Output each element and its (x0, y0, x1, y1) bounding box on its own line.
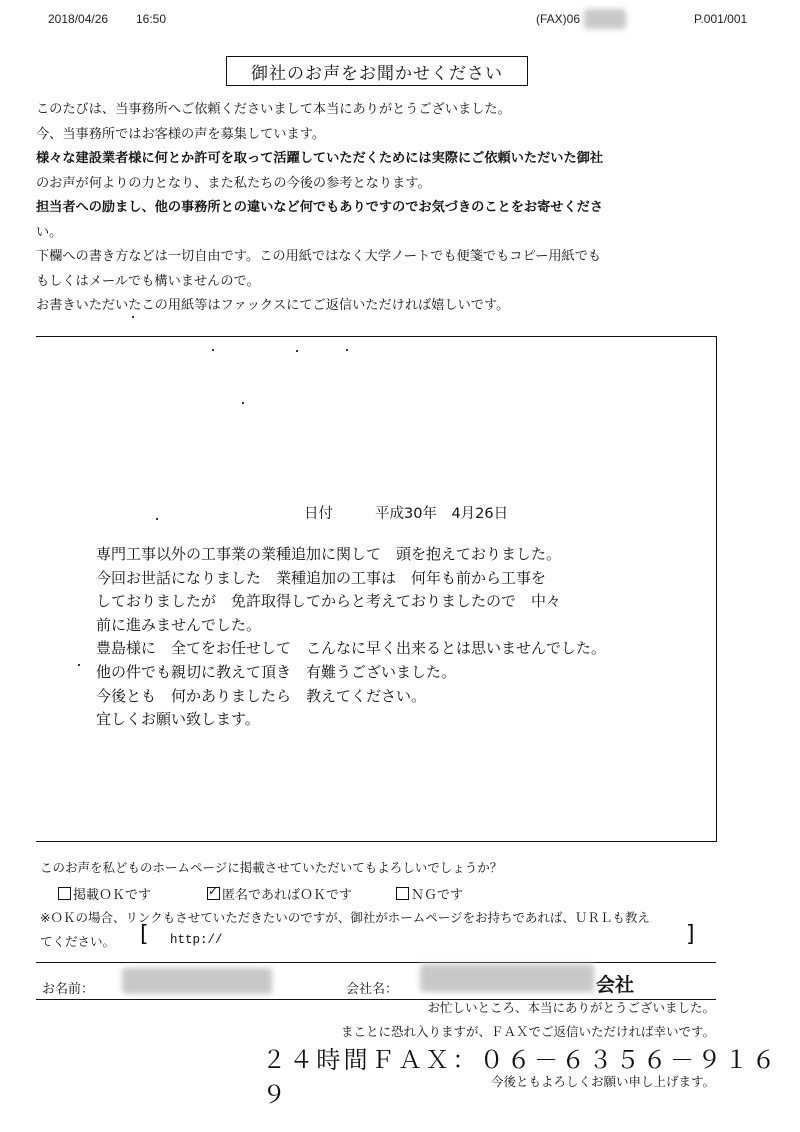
scan-speck (156, 518, 158, 520)
message-line: 他の件でも親切に教えて頂き 有難うございました。 (96, 662, 457, 681)
intro-text (36, 98, 603, 319)
customer-message (96, 543, 606, 732)
name-label: お名前： (42, 982, 95, 997)
intro-line: のお声が何よりの力となり、また私たちの今後の参考となります。 (36, 175, 431, 191)
footer-thanks: お忙しいところ、本当にありがとうございました。 (427, 1000, 715, 1015)
message-line: しておりましたが 免許取得してからと考えておりましたので 中々 (96, 592, 562, 611)
message-line: 今回お世話になりました 業種追加の工事は 何年も前から工事を (96, 568, 547, 587)
checkbox[interactable] (58, 887, 71, 900)
scan-speck (212, 349, 214, 351)
scan-speck (296, 350, 298, 352)
checked-checkbox[interactable] (207, 887, 220, 900)
page-number: P.001/001 (694, 12, 748, 26)
date-value: 平成30年 4月26日 (375, 506, 509, 522)
message-line: 豊島様に 全てをお任せして こんなに早く出来るとは思いませんでした。 (96, 639, 607, 658)
footer-closing: 今後ともよろしくお願い申し上げます。 (490, 1074, 715, 1089)
intro-line: 今、当事務所ではお客様の声を募集しています。 (36, 126, 326, 142)
message-line: 今後とも 何かありましたら 教えてください。 (96, 686, 427, 705)
url-field[interactable]: http:// (170, 933, 223, 947)
consent-option-label: ＮＧです (411, 888, 464, 903)
consent-question: このお声を私どものホームページに掲載させていただいてもよろしいでしょうか？ (40, 860, 503, 875)
form-title: 御社のお声をお聞かせください (251, 63, 503, 84)
company-label: 会社名： (346, 982, 399, 997)
intro-line: お書きいただいたこの用紙等はファックスにてご返信いただければ嬉しいです。 (36, 298, 510, 313)
redacted-company-name (420, 964, 594, 992)
form-title-box (226, 56, 528, 86)
scan-speck (78, 664, 80, 666)
scan-speck (346, 349, 348, 351)
consent-option-label: 掲載ＯＫです (73, 888, 152, 903)
redacted-fax-number (584, 9, 626, 29)
scan-speck (242, 402, 244, 404)
url-note-line1: ※ＯＫの場合、リンクもさせていただきたいのですが、御社がホームページをお持ちであれば、ＵＲＬも教え (40, 910, 650, 925)
fax-number-prefix: (FAX)06 (536, 12, 581, 26)
intro-line: 様々な建設業者様に何とか許可を取って活躍していただくためには実際にご依頼いただいた御社 (36, 151, 604, 166)
scan-speck (132, 316, 134, 318)
url-bracket-open: [ (140, 922, 149, 947)
message-line: 宜しくお願い致します。 (96, 710, 260, 729)
checkbox[interactable] (396, 887, 409, 900)
intro-line: 下欄への書き方などは一切自由です。この用紙ではなく大学ノートでも便箋でもコピー用紙でも (36, 249, 602, 264)
date-label: 日付 (304, 506, 333, 522)
url-note-line2: てください。 (40, 934, 116, 949)
url-bracket-close: ] (686, 922, 695, 947)
footer-request: まことに恐れ入りますが、ＦＡＸでご返信いただければ幸いです。 (340, 1024, 715, 1039)
consent-option[interactable] (207, 884, 352, 903)
intro-line: もしくはメールでも構いませんので。 (36, 273, 260, 289)
consent-options (58, 884, 463, 903)
redacted-name (122, 968, 272, 994)
fax-date: 2018/04/26 (48, 12, 109, 26)
entry-date (304, 502, 508, 523)
fax-number: ２４時間ＦＡＸ：０６－６３５６－９１６９ (262, 1046, 779, 1109)
message-line: 前に進みませんでした。 (96, 615, 262, 634)
intro-line: このたびは、当事務所へご依頼くださいまして本当にありがとうございました。 (36, 102, 511, 117)
url-note (40, 906, 650, 954)
message-line: 専門工事以外の工事業の業種追加に関して 頭を抱えておりました。 (96, 545, 562, 563)
fax-time: 16:50 (136, 12, 167, 26)
consent-option[interactable] (58, 884, 151, 903)
consent-option[interactable] (396, 884, 463, 903)
intro-line: 担当者への励まし、他の事務所との違いなど何でもありですのでお気づきのことをお寄せくださ (36, 200, 604, 215)
consent-option-label: 匿名であればＯＫです (222, 888, 353, 903)
intro-line: い。 (36, 224, 63, 240)
company-suffix: 会社 (596, 974, 635, 996)
